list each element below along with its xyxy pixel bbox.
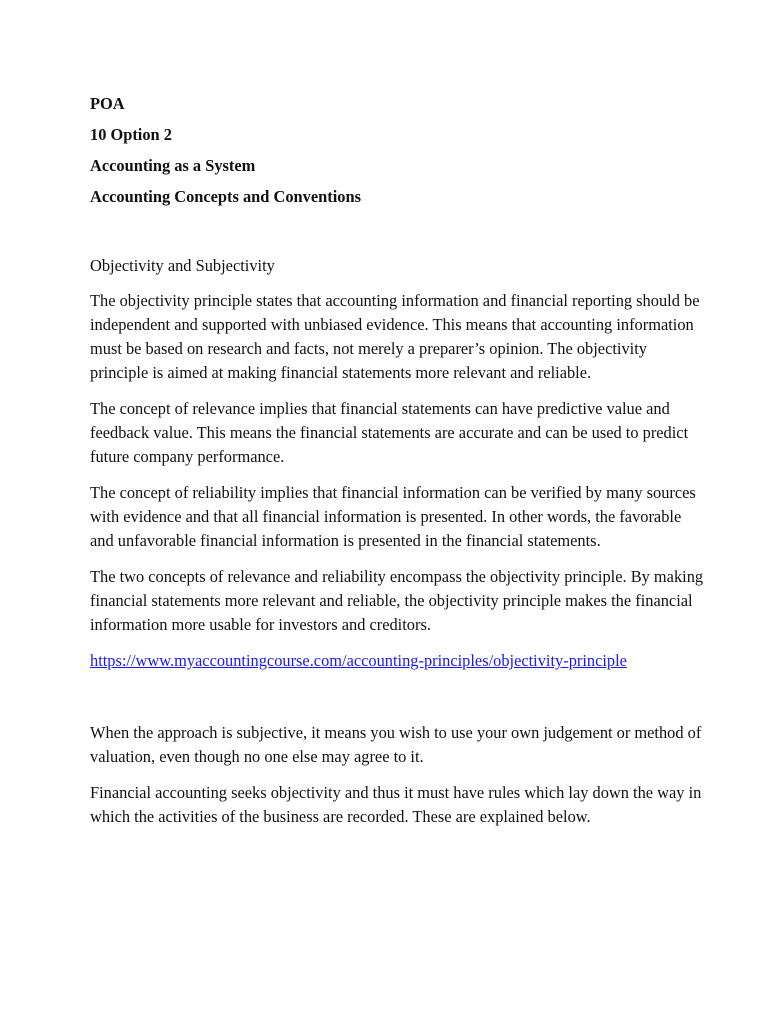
heading-class: 10 Option 2 bbox=[90, 125, 172, 144]
source-link[interactable]: https://www.myaccountingcourse.com/accounting-principles/objectivity-principle bbox=[90, 651, 627, 670]
paragraph-financial-accounting: Financial accounting seeks objectivity and thus it must have rules which lay down the way in which the activities of the business are recorded. These are explained below. bbox=[90, 783, 702, 826]
paragraph-subjective: When the approach is subjective, it means you wish to use your own judgement or method of valuation, even though no one else may agree to it. bbox=[90, 723, 702, 766]
section-title: Objectivity and Subjectivity bbox=[90, 256, 275, 275]
heading-subject: POA bbox=[90, 94, 125, 113]
paragraph-two-concepts: The two concepts of relevance and reliability encompass the objectivity principle. By making financial statements more relevant and reliable, the objectivity principle makes the financial information more usable for investors and creditors. bbox=[90, 567, 704, 634]
paragraph-reliability: The concept of reliability implies that financial information can be verified by many sources with evidence and that all financial information is presented. In other words, the favorable and unfavorable financial information is presented in the financial statements. bbox=[90, 483, 696, 550]
heading-subtopic: Accounting Concepts and Conventions bbox=[90, 187, 361, 206]
paragraph-relevance: The concept of relevance implies that financial statements can have predictive value and feedback value. This means the financial statements are accurate and can be used to predict future company performance. bbox=[90, 399, 689, 466]
paragraph-objectivity-principle: The objectivity principle states that accounting information and financial reporting should be independent and supported with unbiased evidence. This means that accounting information must be based on research and facts, not merely a preparer’s opinion. The objectivity principle is aimed at making financial statements more relevant and reliable. bbox=[90, 291, 700, 382]
heading-topic: Accounting as a System bbox=[90, 156, 256, 175]
